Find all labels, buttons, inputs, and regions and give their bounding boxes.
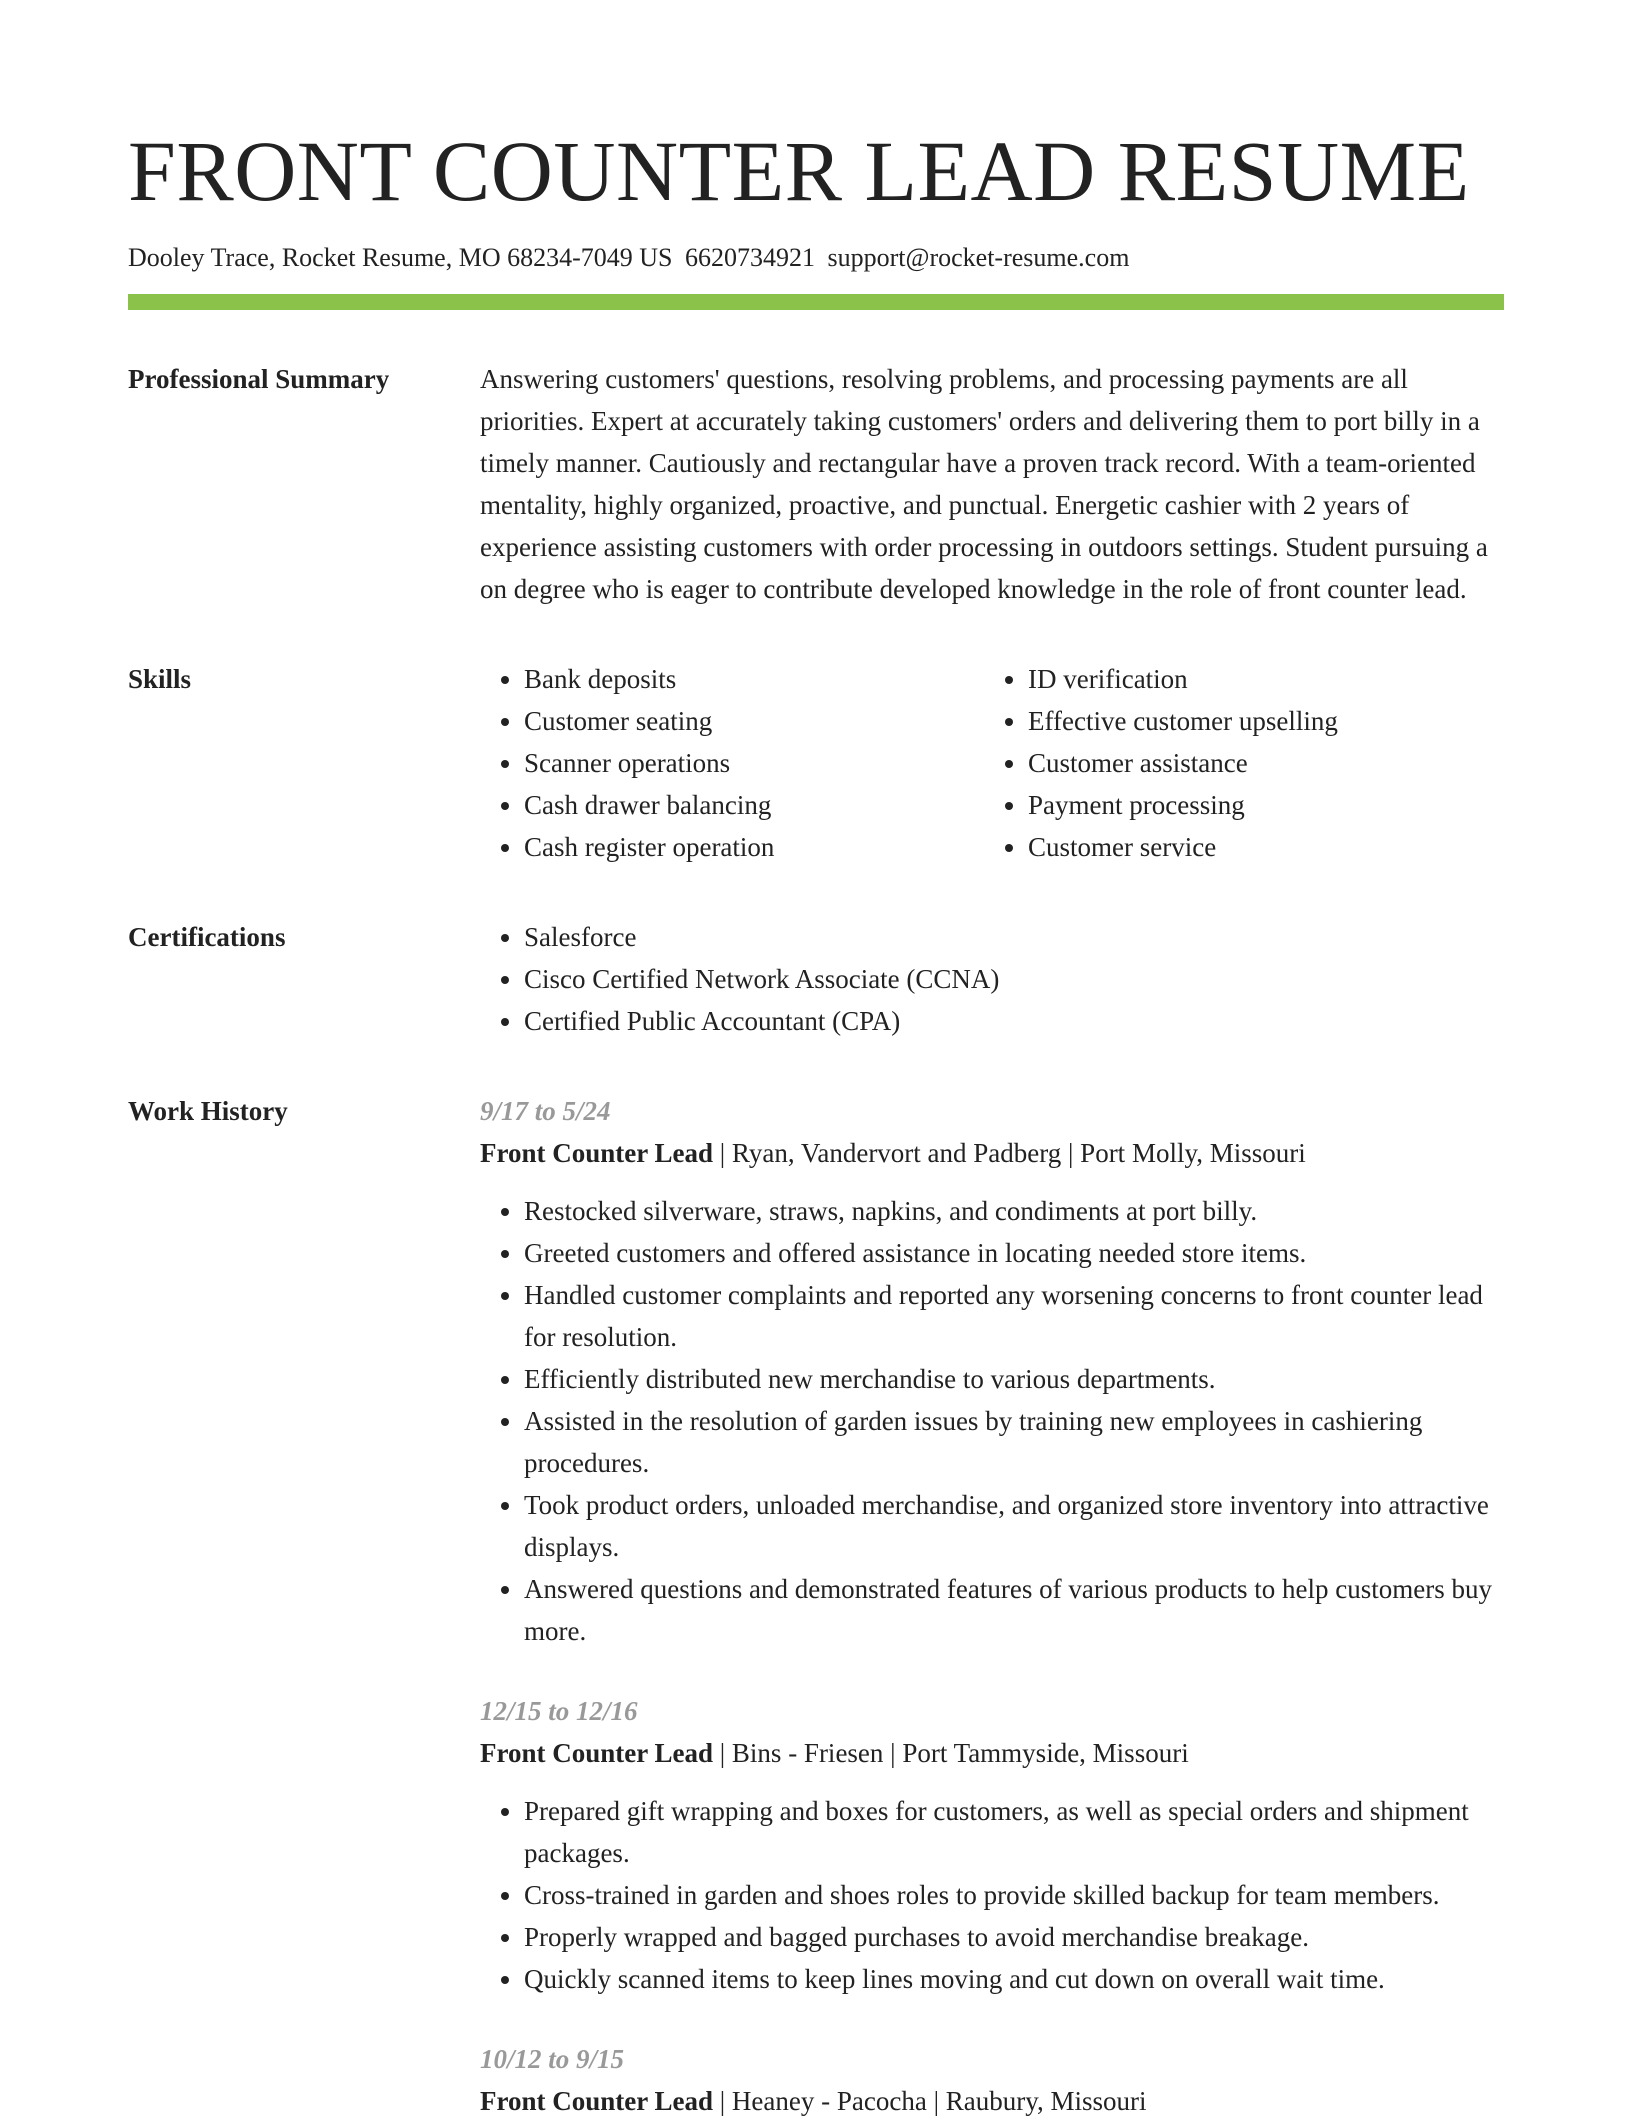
skill-item: • Cash register operation <box>524 826 984 868</box>
certification-item: • Salesforce <box>524 916 1504 958</box>
job-bullet: • Quickly scanned items to keep lines moving and cut down on overall wait time. <box>524 1958 1504 2000</box>
skills-list-left <box>480 658 984 868</box>
certifications-list <box>480 916 1504 1042</box>
job-bullet: • Took product orders, unloaded merchandise, and organized store inventory into attractive displays. <box>524 1484 1504 1568</box>
job-employer-location: | Ryan, Vandervort and Padberg | Port Molly, Missouri <box>713 1138 1306 1169</box>
work-history-section <box>128 1090 1504 2122</box>
job-title-line <box>480 1132 1504 1174</box>
job-entry <box>480 1690 1504 2000</box>
job-bullet: • Greeted customers and offered assistance in locating needed store items. <box>524 1232 1504 1274</box>
skills-grid <box>480 658 1504 868</box>
job-title: Front Counter Lead <box>480 2086 714 2117</box>
skill-item: • Bank deposits <box>524 658 984 700</box>
job-title-line <box>480 1732 1504 1774</box>
contact-address: Dooley Trace, Rocket Resume, MO 68234-7049 US <box>128 242 673 272</box>
skill-item: • ID verification <box>1028 658 1488 700</box>
skill-item: • Scanner operations <box>524 742 984 784</box>
job-entry <box>480 1090 1504 1652</box>
job-dates: 9/17 to 5/24 <box>480 1096 611 1127</box>
skill-item: • Payment processing <box>1028 784 1488 826</box>
contact-phone: 6620734921 <box>685 242 816 272</box>
job-bullet: • Handled customer complaints and reported any worsening concerns to front counter lead for resolution. <box>524 1274 1504 1358</box>
certifications-body <box>480 916 1504 1042</box>
skill-item: • Effective customer upselling <box>1028 700 1488 742</box>
job-bullet: • Assisted in the resolution of garden issues by training new employees in cashiering procedures. <box>524 1400 1504 1484</box>
skill-item: • Customer assistance <box>1028 742 1488 784</box>
contact-line <box>128 241 1504 275</box>
job-bullet: • Properly wrapped and bagged purchases to avoid merchandise breakage. <box>524 1916 1504 1958</box>
contact-email[interactable]: support@rocket-resume.com <box>827 242 1130 272</box>
skills-body <box>480 658 1504 868</box>
job-bullet: • Prepared gift wrapping and boxes for customers, as well as special orders and shipment packages. <box>524 1790 1504 1874</box>
job-employer-location: | Heaney - Pacocha | Raubury, Missouri <box>713 2086 1147 2117</box>
section-label-work-history: Work History <box>128 1096 288 1127</box>
job-bullet-list <box>480 1790 1504 2000</box>
summary-body <box>480 358 1504 610</box>
certification-item: • Certified Public Accountant (CPA) <box>524 1000 1504 1042</box>
job-dates: 12/15 to 12/16 <box>480 1696 638 1727</box>
section-label-skills: Skills <box>128 664 192 695</box>
job-bullet: • Cross-trained in garden and shoes roles to provide skilled backup for team members. <box>524 1874 1504 1916</box>
job-bullet: • Efficiently distributed new merchandise to various departments. <box>524 1358 1504 1400</box>
job-dates: 10/12 to 9/15 <box>480 2044 625 2075</box>
job-title: Front Counter Lead <box>480 1738 714 1769</box>
job-entry <box>480 2038 1504 2122</box>
job-title: Front Counter Lead <box>480 1138 714 1169</box>
certifications-section <box>128 916 1504 1042</box>
job-bullet-list <box>480 1190 1504 1652</box>
section-label-summary: Professional Summary <box>128 364 390 395</box>
header-divider <box>128 294 1504 310</box>
summary-section <box>128 358 1504 610</box>
work-history-body <box>480 1090 1504 2122</box>
resume-title: FRONT COUNTER LEAD RESUME <box>128 123 1470 219</box>
job-bullet: • Answered questions and demonstrated features of various products to help customers buy more. <box>524 1568 1504 1652</box>
section-label-certifications: Certifications <box>128 922 286 953</box>
job-employer-location: | Bins - Friesen | Port Tammyside, Missouri <box>713 1738 1189 1769</box>
summary-text: Answering customers' questions, resolving problems, and processing payments are all priorities. Expert at accurately taking customers' orders and delivering them to port billy in a timely manner. Cautiously and rectangular have a proven track record. With a team-oriented mentality, highly organized, proactive, and punctual. Energetic cashier with 2 years of experience assisting customers with order processing in outdoors settings. Student pursuing a on degree who is eager to contribute developed knowledge in the role of front counter lead. <box>480 364 1488 605</box>
skill-item: • Customer seating <box>524 700 984 742</box>
skills-list-right <box>984 658 1488 868</box>
certification-item: • Cisco Certified Network Associate (CCNA) <box>524 958 1504 1000</box>
skill-item: • Cash drawer balancing <box>524 784 984 826</box>
skill-item: • Customer service <box>1028 826 1488 868</box>
job-title-line <box>480 2080 1504 2122</box>
job-bullet: • Restocked silverware, straws, napkins, and condiments at port billy. <box>524 1190 1504 1232</box>
skills-section <box>128 658 1504 868</box>
